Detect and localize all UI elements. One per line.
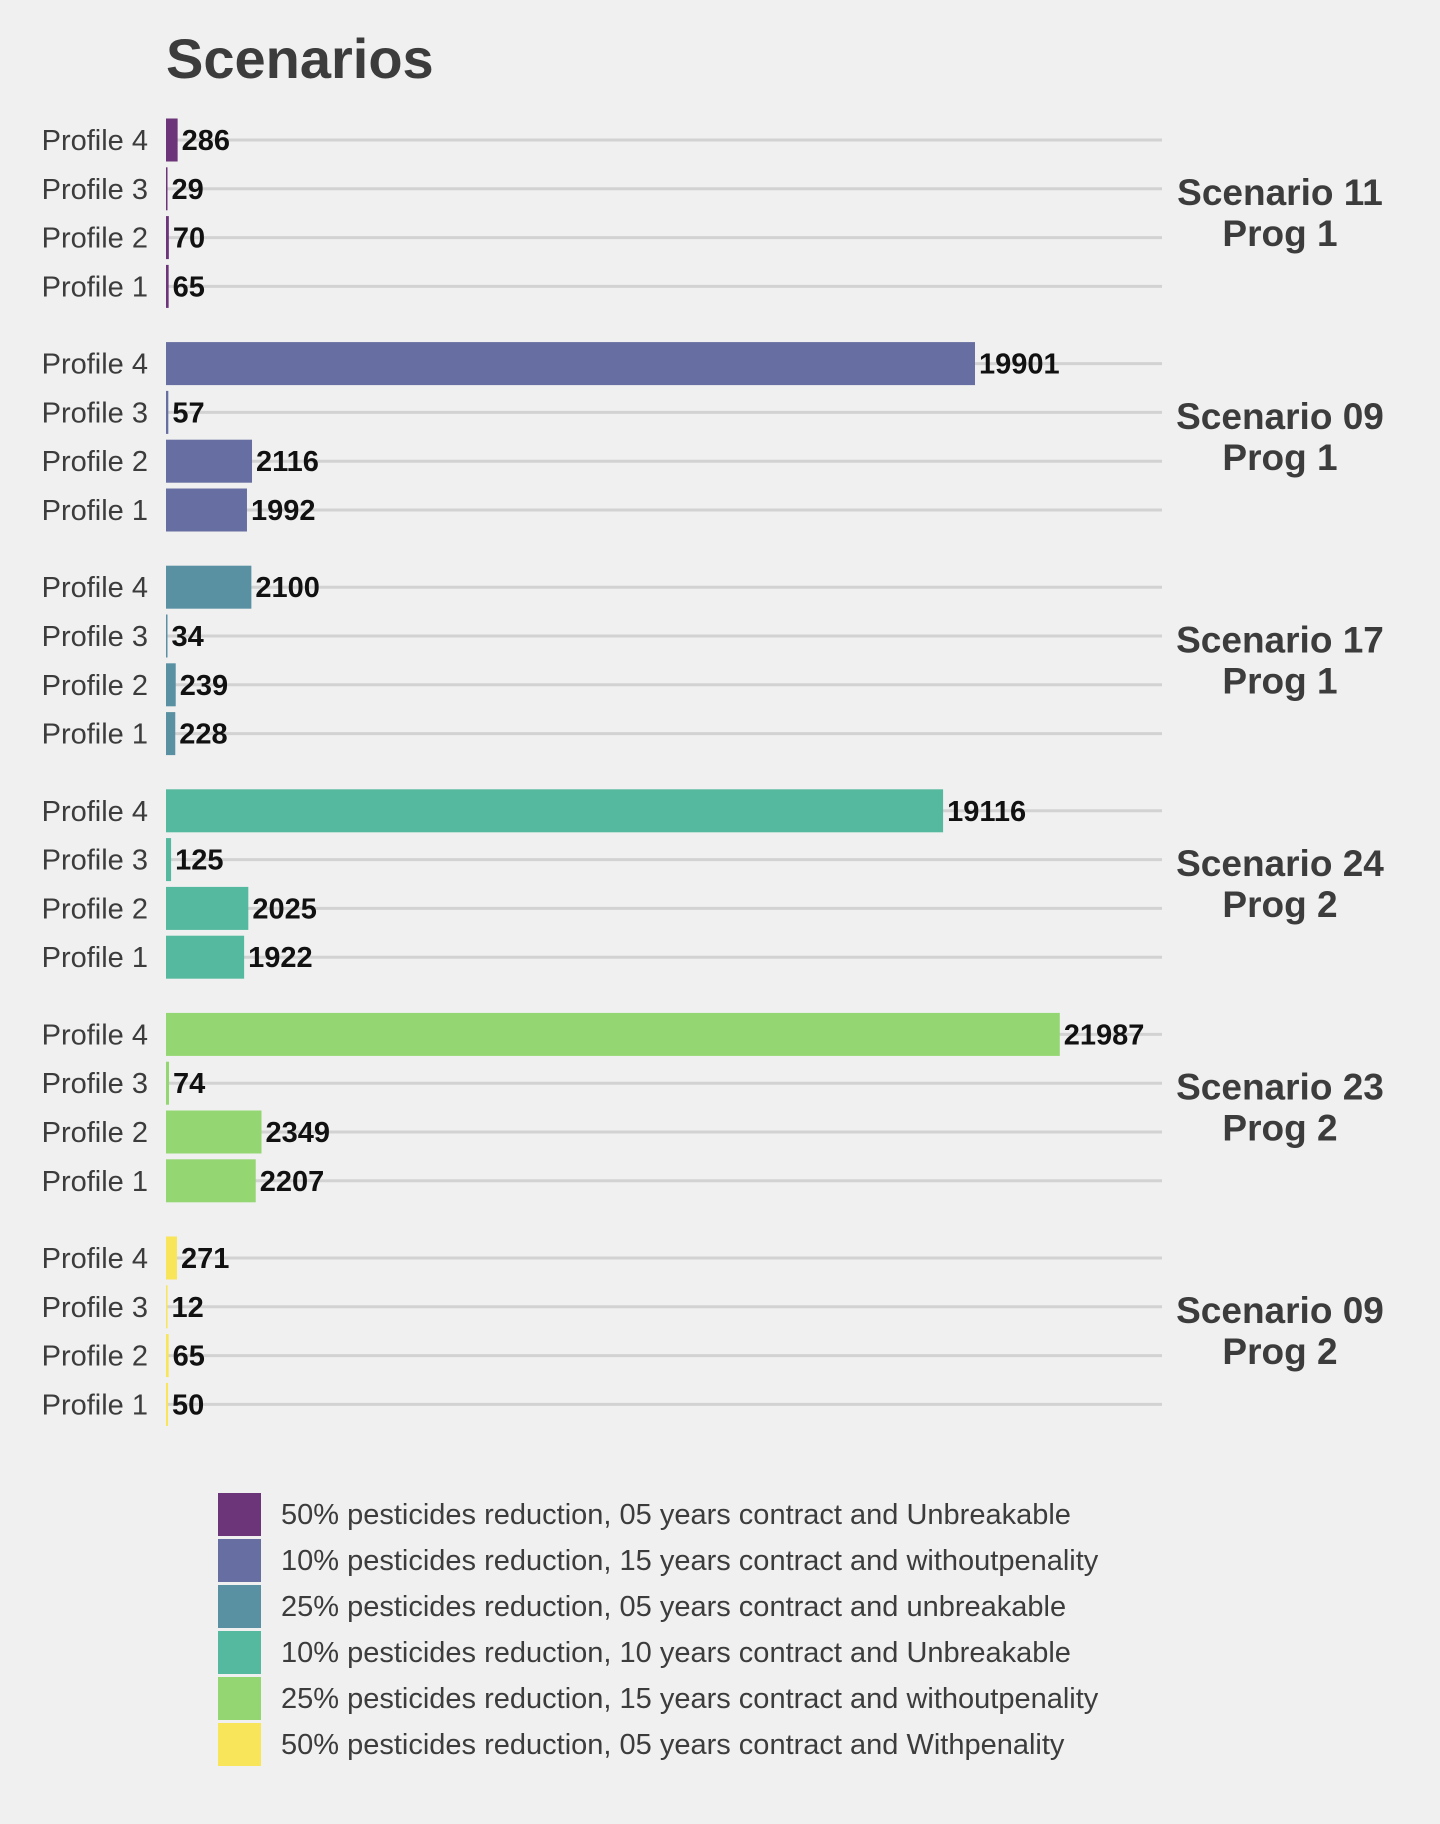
facet-label-line1: Scenario 11 bbox=[1177, 172, 1383, 214]
category-label: Profile 2 bbox=[41, 1117, 148, 1149]
data-label: 50 bbox=[172, 1389, 205, 1422]
facet-label-line2: Prog 2 bbox=[1222, 1107, 1338, 1149]
bar bbox=[166, 440, 252, 483]
data-label: 19116 bbox=[947, 795, 1027, 828]
bar bbox=[166, 1237, 177, 1280]
data-label: 2100 bbox=[255, 572, 320, 605]
category-label: Profile 2 bbox=[41, 669, 148, 702]
bar bbox=[166, 216, 169, 259]
bar bbox=[166, 265, 169, 308]
category-label: Profile 3 bbox=[41, 621, 148, 653]
data-label: 2025 bbox=[252, 893, 317, 926]
data-label: 2207 bbox=[259, 1165, 325, 1198]
chart-title: Scenarios bbox=[166, 27, 434, 90]
category-label: Profile 2 bbox=[41, 893, 148, 926]
category-label: Profile 3 bbox=[41, 844, 148, 877]
category-label: Profile 2 bbox=[41, 446, 148, 479]
data-label: 2116 bbox=[256, 446, 319, 479]
facet-label-line2: Prog 2 bbox=[1222, 884, 1338, 925]
category-label: Profile 1 bbox=[41, 1389, 148, 1422]
legend-label: 25% pesticides reduction, 15 years contract and withoutpenality bbox=[281, 1683, 1099, 1715]
bar bbox=[166, 119, 178, 162]
facet-label-line1: Scenario 17 bbox=[1176, 619, 1384, 661]
bar bbox=[166, 167, 168, 210]
bar bbox=[166, 712, 175, 755]
legend-label: 10% pesticides reduction, 15 years contract and withoutpenality bbox=[281, 1545, 1099, 1577]
category-label: Profile 4 bbox=[41, 572, 148, 605]
bar bbox=[166, 663, 176, 706]
data-label: 34 bbox=[171, 621, 204, 653]
data-label: 239 bbox=[179, 669, 229, 702]
legend-key bbox=[218, 1631, 261, 1674]
category-label: Profile 1 bbox=[41, 942, 148, 975]
legend-key bbox=[218, 1585, 261, 1628]
bar bbox=[166, 1334, 169, 1377]
facet-label-line2: Prog 1 bbox=[1222, 213, 1338, 255]
data-label: 271 bbox=[181, 1243, 230, 1275]
category-label: Profile 4 bbox=[41, 125, 148, 157]
data-label: 57 bbox=[172, 397, 205, 430]
bar bbox=[166, 838, 171, 881]
legend-label: 50% pesticides reduction, 05 years contract and Unbreakable bbox=[281, 1499, 1071, 1531]
facet-label-line1: Scenario 23 bbox=[1176, 1066, 1384, 1108]
bar bbox=[166, 342, 975, 385]
facet-label-line2: Prog 1 bbox=[1222, 436, 1338, 478]
category-label: Profile 3 bbox=[41, 173, 148, 206]
data-label: 65 bbox=[172, 271, 205, 304]
data-label: 286 bbox=[181, 125, 231, 157]
data-label: 21987 bbox=[1063, 1019, 1145, 1052]
bar bbox=[166, 489, 247, 532]
bar bbox=[166, 1111, 261, 1154]
category-label: Profile 3 bbox=[41, 397, 148, 430]
legend-key bbox=[218, 1723, 261, 1766]
data-label: 29 bbox=[171, 173, 204, 206]
data-label: 228 bbox=[179, 718, 228, 751]
facet-label-line2: Prog 2 bbox=[1222, 1331, 1338, 1373]
legend-key bbox=[218, 1493, 261, 1536]
facet-label-line1: Scenario 09 bbox=[1176, 1290, 1384, 1332]
bar bbox=[166, 1383, 168, 1426]
bar bbox=[166, 615, 168, 658]
data-label: 70 bbox=[172, 222, 206, 255]
data-label: 2349 bbox=[265, 1117, 331, 1149]
category-label: Profile 4 bbox=[41, 795, 148, 828]
legend-label: 25% pesticides reduction, 05 years contract and unbreakable bbox=[281, 1591, 1067, 1623]
bar bbox=[166, 1285, 168, 1328]
legend-label: 50% pesticides reduction, 05 years contract and Withpenality bbox=[281, 1729, 1065, 1761]
bar bbox=[166, 936, 244, 979]
category-label: Profile 1 bbox=[41, 495, 148, 527]
facet-label-line1: Scenario 09 bbox=[1176, 395, 1384, 437]
category-label: Profile 1 bbox=[41, 271, 148, 304]
bar bbox=[166, 1013, 1060, 1056]
facet-label-line1: Scenario 24 bbox=[1176, 843, 1384, 884]
category-label: Profile 3 bbox=[41, 1291, 148, 1324]
data-label: 1922 bbox=[248, 942, 313, 975]
category-label: Profile 2 bbox=[41, 1340, 148, 1373]
category-label: Profile 4 bbox=[41, 348, 148, 381]
bar bbox=[166, 887, 248, 930]
category-label: Profile 1 bbox=[41, 1165, 148, 1198]
bar bbox=[166, 1159, 256, 1202]
data-label: 65 bbox=[172, 1340, 205, 1373]
bar bbox=[166, 789, 943, 832]
bar bbox=[166, 391, 168, 434]
legend-key bbox=[218, 1677, 261, 1720]
category-label: Profile 1 bbox=[41, 718, 148, 751]
facet-label-line2: Prog 1 bbox=[1222, 660, 1338, 702]
data-label: 12 bbox=[171, 1291, 204, 1324]
data-label: 74 bbox=[173, 1068, 206, 1101]
bar bbox=[166, 1062, 169, 1105]
category-label: Profile 4 bbox=[41, 1019, 148, 1052]
data-label: 125 bbox=[175, 844, 224, 877]
data-label: 1992 bbox=[250, 495, 316, 527]
category-label: Profile 2 bbox=[41, 222, 148, 255]
legend-label: 10% pesticides reduction, 10 years contract and Unbreakable bbox=[281, 1637, 1071, 1669]
category-label: Profile 4 bbox=[41, 1243, 148, 1275]
data-label: 19901 bbox=[979, 348, 1060, 381]
bar bbox=[166, 566, 251, 609]
category-label: Profile 3 bbox=[41, 1068, 148, 1101]
legend-key bbox=[218, 1539, 261, 1582]
